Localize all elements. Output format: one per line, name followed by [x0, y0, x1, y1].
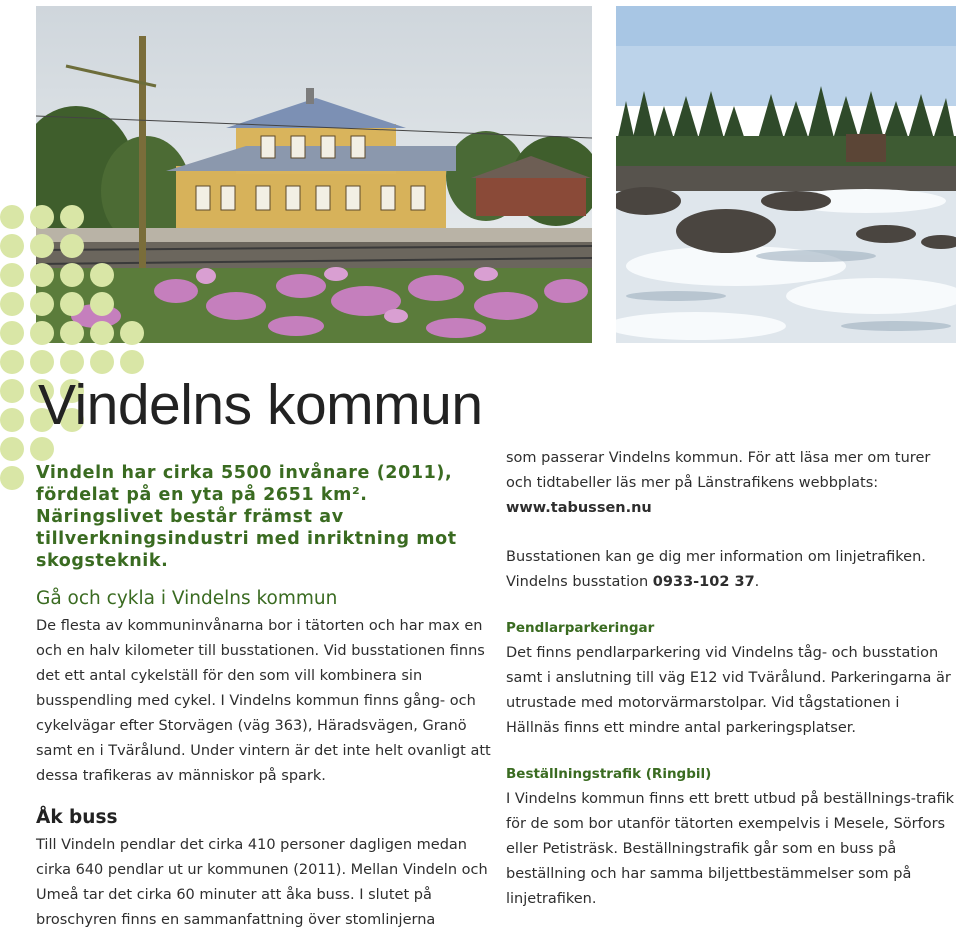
bus-station-info	[506, 545, 956, 595]
decorative-dot	[120, 321, 144, 345]
decorative-dot	[60, 234, 84, 258]
decorative-dot	[60, 321, 84, 345]
bike-heading: Gå och cykla i Vindelns kommun	[36, 588, 338, 609]
decorative-dot	[0, 321, 24, 345]
bus-body: Till Vindeln pendlar det cirka 410 personer dagligen medan cirka 640 pendlar ut ur kommunen (2011). Mellan Vindeln och Umeå tar det cirka 60 minuter att åka buss. I slutet på broschyren finns en sammanfattning över stomlinjerna	[36, 837, 488, 928]
decorative-dot	[60, 205, 84, 229]
bus-station-end: .	[754, 574, 760, 590]
decorative-dot	[30, 234, 54, 258]
decorative-dot	[30, 263, 54, 287]
bike-body: De flesta av kommuninvånarna bor i tätorten och har max en och en halv kilometer till busstationen. Vid busstationen finns det ett antal cykelställ för den som vill kombinera sin busspendling med cykel. I Vindelns kommun finns gång- och cykelvägar efter Storvägen (väg 363), Häradsvägen, Granö samt en i Tvärålund. Under vintern är det inte helt ovanligt att dessa trafikeras av människor på spark.	[36, 618, 491, 784]
decorative-dot	[30, 350, 54, 374]
decorative-dot	[90, 321, 114, 345]
decorative-dot	[0, 408, 24, 432]
left-column	[36, 462, 496, 933]
decorative-dot	[0, 437, 24, 461]
decorative-dot	[0, 292, 24, 316]
decorative-dot	[0, 466, 24, 490]
bus-heading: Åk buss	[36, 807, 118, 828]
decorative-dot	[0, 263, 24, 287]
decorative-dot-pattern	[0, 205, 160, 495]
bus-continued-body: som passerar Vindelns kommun. För att läsa mer om turer och tidtabeller läs mer på Länstrafikens webbplats:	[506, 450, 931, 491]
right-column	[506, 446, 956, 912]
decorative-dot	[60, 263, 84, 287]
decorative-dot	[60, 292, 84, 316]
decorative-dot	[30, 321, 54, 345]
decorative-dot	[30, 205, 54, 229]
decorative-dot	[0, 379, 24, 403]
decorative-dot	[30, 437, 54, 461]
decorative-dot	[90, 263, 114, 287]
intro-paragraph: Vindeln har cirka 5500 invånare (2011), fördelat på en yta på 2651 km². Näringslivet består främst av tillverkningsindustri med inriktning mot skogsteknik.	[36, 463, 457, 571]
parking-body: Det finns pendlarparkering vid Vindelns tåg- och busstation samt i anslutning till väg E12 vid Tvärålund. Parkeringarna är utrustade med motorvärmarstolpar. Vid tågstationen i Hällnäs finns ett mindre antal parkeringsplatser.	[506, 645, 951, 736]
decorative-dot	[90, 350, 114, 374]
tabussen-link[interactable]: www.tabussen.nu	[506, 500, 652, 516]
page-title: Vindelns kommun	[38, 373, 483, 437]
decorative-dot	[0, 205, 24, 229]
ringbil-heading: Beställningstrafik (Ringbil)	[506, 766, 712, 782]
decorative-dot	[90, 292, 114, 316]
river-rapids-photo	[616, 6, 956, 343]
ringbil-body: I Vindelns kommun finns ett brett utbud på beställnings-trafik för de som bor utanför tätorten exempelvis i Mesele, Sörfors eller Petisträsk. Beställningstrafik går som en buss på beställning och har samma biljettbestämmelser som på linjetrafiken.	[506, 791, 955, 907]
bus-station-phone: 0933-102 37	[652, 574, 755, 590]
decorative-dot	[30, 292, 54, 316]
decorative-dot	[60, 350, 84, 374]
bus-station-body: Busstationen kan ge dig mer information om linjetrafiken. Vindelns busstation	[506, 549, 926, 590]
decorative-dot	[120, 350, 144, 374]
bus-continued-text	[506, 446, 956, 521]
decorative-dot	[0, 350, 24, 374]
decorative-dot	[0, 234, 24, 258]
parking-heading: Pendlarparkeringar	[506, 620, 655, 636]
